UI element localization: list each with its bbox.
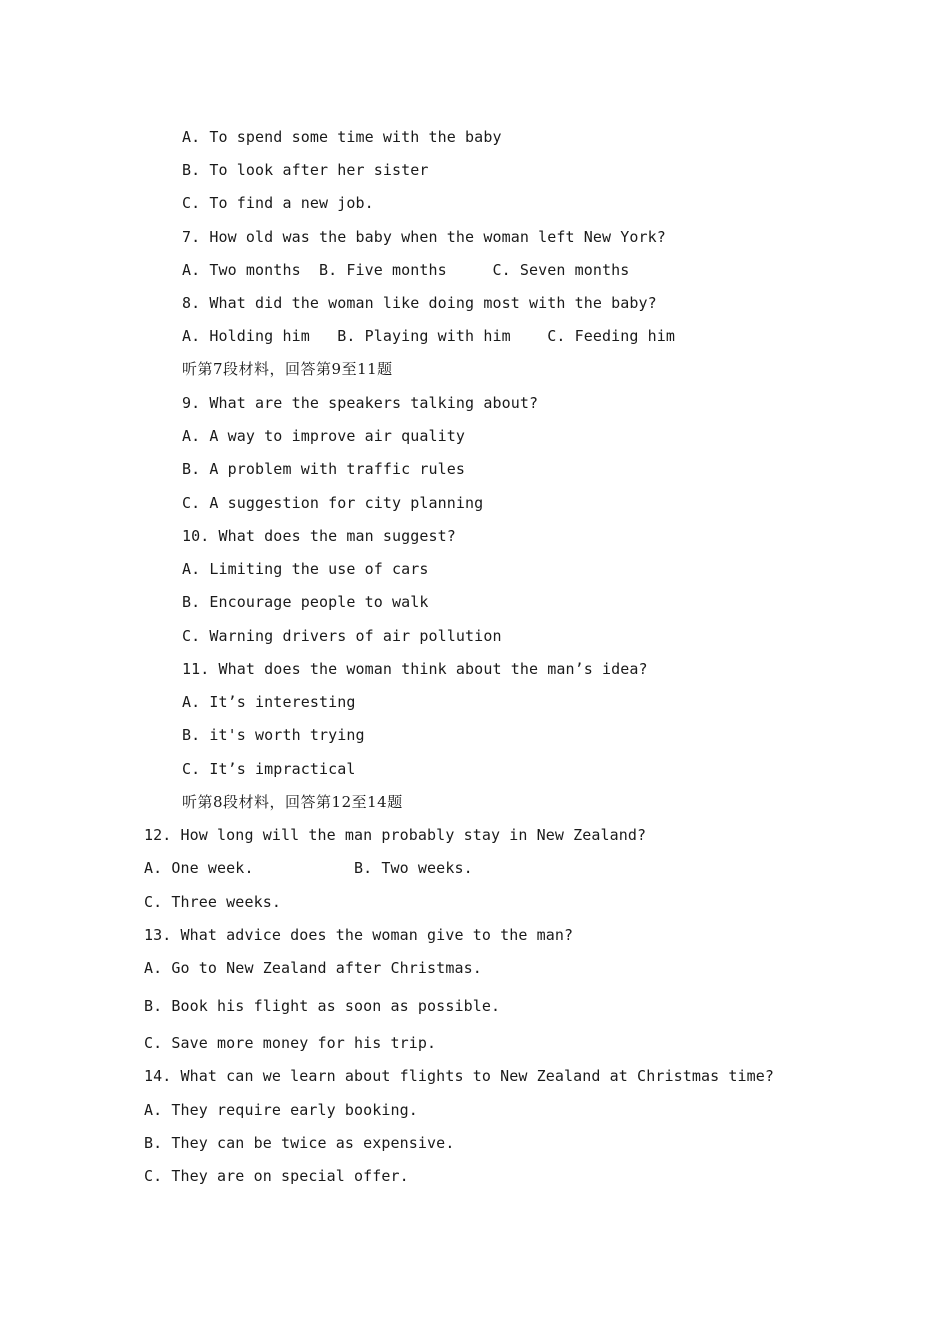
q10-option-b: B. Encourage people to walk	[182, 593, 429, 611]
question-7: 7. How old was the baby when the woman left New York?	[182, 228, 666, 246]
q6-option-a: A. To spend some time with the baby	[182, 128, 502, 146]
q8-options: A. Holding him B. Playing with him C. Feeding him	[182, 327, 676, 345]
q10-option-a: A. Limiting the use of cars	[182, 560, 429, 578]
q14-option-b: B. They can be twice as expensive.	[144, 1134, 455, 1152]
q14-option-c: C. They are on special offer.	[144, 1167, 409, 1185]
question-14: 14. What can we learn about flights to New Zealand at Christmas time?	[144, 1067, 775, 1085]
question-8: 8. What did the woman like doing most with the baby?	[182, 294, 657, 312]
q11-option-b: B. it's worth trying	[182, 726, 365, 744]
q13-option-b: B. Book his flight as soon as possible.	[144, 997, 501, 1015]
question-12: 12. How long will the man probably stay in New Zealand?	[144, 826, 647, 844]
q7-options: A. Two months B. Five months C. Seven months	[182, 261, 630, 279]
q13-option-a: A. Go to New Zealand after Christmas.	[144, 959, 482, 977]
section-8-heading: 听第8段材料，回答第12至14题	[182, 793, 403, 811]
q12-option-c: C. Three weeks.	[144, 893, 281, 911]
q11-option-c: C. It’s impractical	[182, 760, 356, 778]
q9-option-c: C. A suggestion for city planning	[182, 494, 484, 512]
q10-option-c: C. Warning drivers of air pollution	[182, 627, 502, 645]
q12-options-ab: A. One week. B. Two weeks.	[144, 859, 473, 877]
q9-option-a: A. A way to improve air quality	[182, 427, 466, 445]
q6-option-b: B. To look after her sister	[182, 161, 429, 179]
q13-option-c: C. Save more money for his trip.	[144, 1034, 437, 1052]
question-11: 11. What does the woman think about the man’s idea?	[182, 660, 648, 678]
q11-option-a: A. It’s interesting	[182, 693, 356, 711]
question-9: 9. What are the speakers talking about?	[182, 394, 539, 412]
q9-option-b: B. A problem with traffic rules	[182, 460, 466, 478]
q6-option-c: C. To find a new job.	[182, 194, 374, 212]
q14-option-a: A. They require early booking.	[144, 1101, 418, 1119]
section-7-heading: 听第7段材料，回答第9至11题	[182, 360, 393, 378]
question-10: 10. What does the man suggest?	[182, 527, 456, 545]
question-13: 13. What advice does the woman give to the man?	[144, 926, 574, 944]
